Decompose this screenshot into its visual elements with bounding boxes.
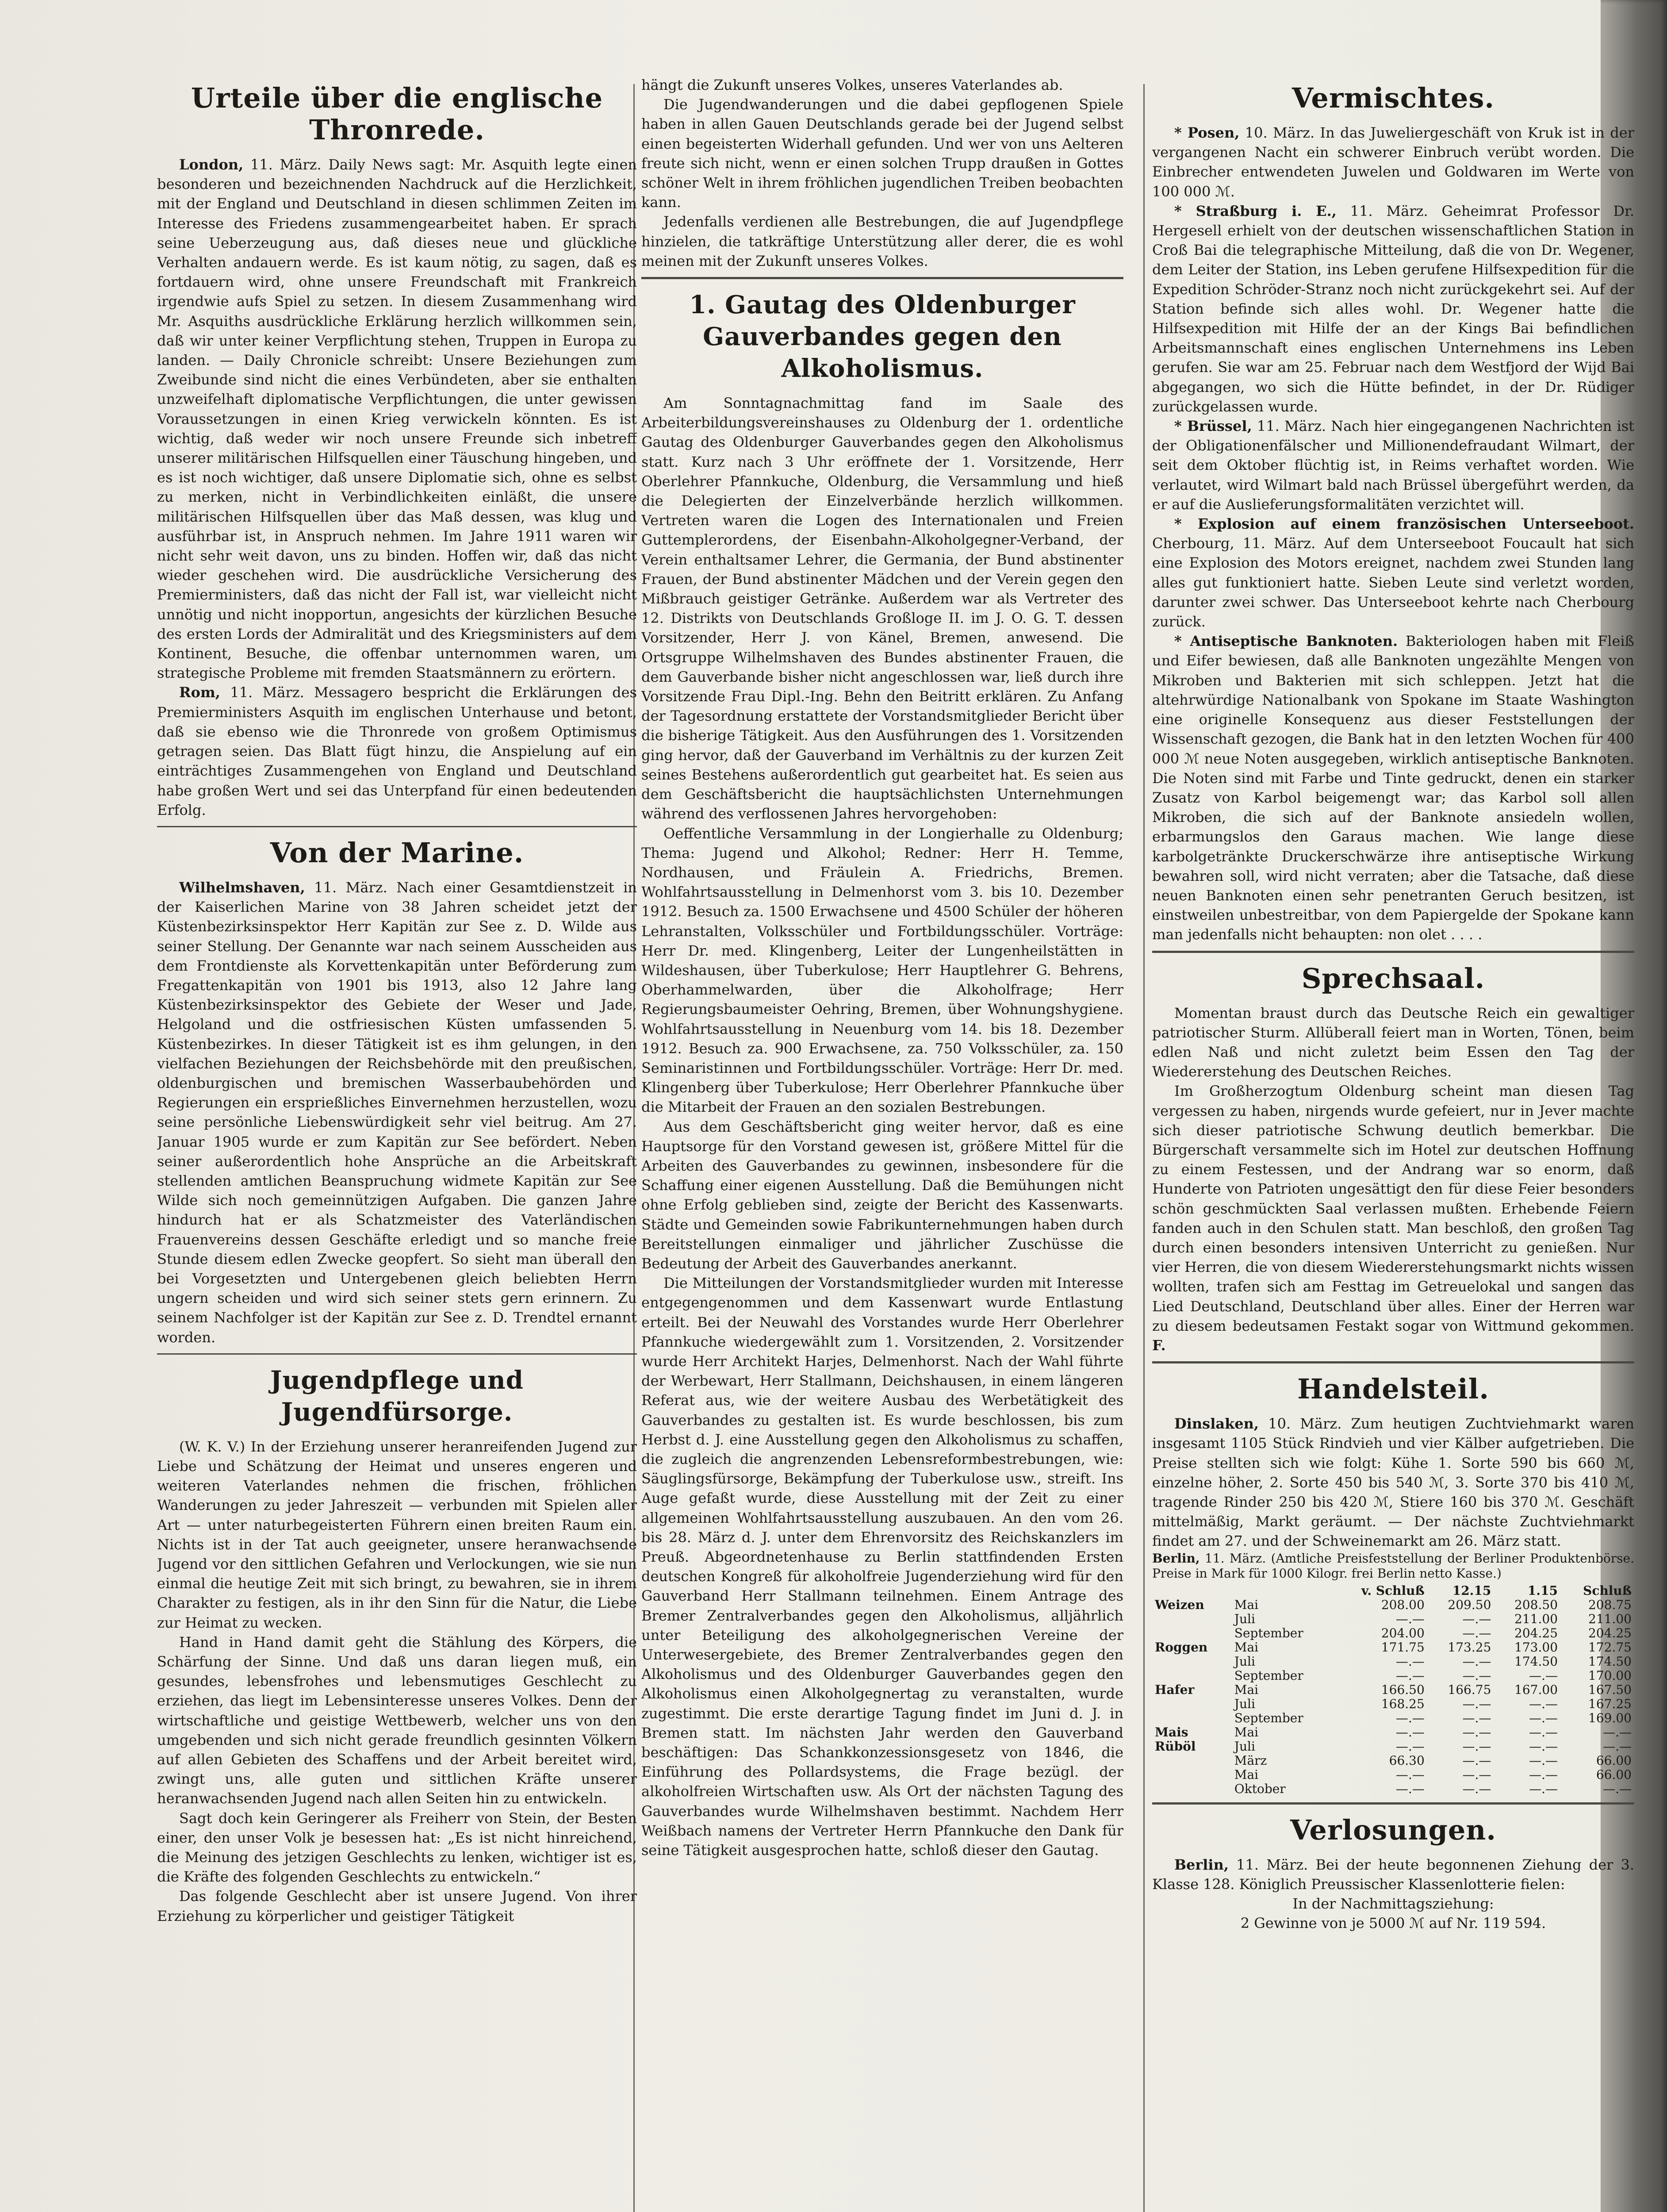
article-paragraph [1152,1855,1634,1894]
price-cell: 208.50 [1514,1597,1558,1612]
table-row [1152,1711,1634,1725]
article-paragraph [157,683,637,819]
price-cell: 167.25 [1588,1696,1632,1711]
commodity-cell: Weizen [1155,1597,1204,1612]
table-row [1152,1669,1634,1683]
section-divider [1152,1361,1634,1363]
price-cell: 173.25 [1448,1640,1491,1655]
price-cell: 204.25 [1514,1625,1558,1640]
headline-verlosungen: Verlosungen. [1290,1813,1496,1846]
column-header: 1.15 [1527,1583,1558,1598]
price-cell: —.— [1529,1696,1558,1711]
article-paragraph: Jedenfalls verdienen alle Bestrebungen, die auf Jugendpflege hinzielen, die tatkräftige Unterstützung aller derer, die es wohl meinen mit der Zukunft unseres Volkes. [641,213,1123,269]
price-cell: —.— [1603,1781,1632,1796]
commodity-cell [1152,1782,1232,1796]
month-cell: Oktober [1234,1781,1286,1796]
price-cell: 209.50 [1448,1597,1491,1612]
price-cell: 170.00 [1588,1668,1632,1683]
price-cell: 211.00 [1588,1611,1632,1626]
price-cell: —.— [1529,1767,1558,1782]
article-paragraph [1152,201,1634,416]
price-cell: 208.75 [1588,1597,1632,1612]
article-paragraph [157,878,637,1347]
section-divider [641,277,1123,279]
section-divider [1152,1802,1634,1805]
commodity-cell: Hafer [1155,1682,1195,1697]
headline-gautag: 1. Gautag des Oldenburger Gauverbandes gegen den Alkoholismus. [689,290,1076,384]
column-header: 12.15 [1452,1583,1491,1598]
price-cell: —.— [1603,1724,1632,1740]
price-cell: 166.75 [1448,1682,1491,1697]
price-cell: 204.00 [1381,1625,1425,1640]
price-cell: 66.00 [1596,1753,1632,1768]
price-cell: —.— [1462,1767,1491,1782]
month-cell: Mai [1234,1682,1259,1697]
price-table-header [1152,1584,1634,1598]
article-paragraph: Aus dem Geschäftsbericht ging weiter hervor, daß es eine Hauptsorge für den Vorstand gewesen ist, größere Mittel für die Arbeiten des Gauverbandes zu gewinnen, insbesondere für die Schaffung einer eigenen Ausstellung. Daß die Bemühungen nicht ohne Erfolg geblieben sind, zeigte der Bericht des Kassenwarts. Städte und Gemeinden sowie Fabrikunternehmungen haben durch Bereitstellungen einmaliger und jährlicher Zuschüsse die Bedeutung der Arbeit des Gauverbandes anerkannt. [641,1118,1123,1272]
price-cell: 173.00 [1514,1640,1558,1655]
paragraph-text: Cherbourg, 11. März. Auf dem Unterseeboot Foucault hat sich eine Explosion des Motors ereignet, nachdem zwei Stunden lang alles gut funktioniert hatte. Sieben Leute sind verletzt worden, darunter zwei schwer. Das Unterseeboot kehrte nach Cherbourg zurück. [1152,535,1634,630]
price-cell: —.— [1529,1724,1558,1740]
price-cell: —.— [1462,1781,1491,1796]
dateline: * Straßburg i. E., [1174,202,1337,219]
table-row [1152,1683,1634,1697]
price-cell: —.— [1395,1781,1425,1796]
paragraph-text: 11. März. Nach einer Gesamtdienstzeit in der Kaiserlichen Marine von 38 Jahren scheidet jetzt der Küstenbezirksinspektor Herr Kapitän zur See z. D. Wilde aus seiner Stellung. Der Genannte war nach seinem Ausscheiden aus dem Frontdienste als Korvettenkapitän unter Beförderung zum Fregattenkapitän von 1901 bis 1913, also 12 Jahre lang Küstenbezirksinspektor des Gebiete der Weser und Jade, Helgoland und die ostfriesischen Küsten umfassenden 5. Küstenbezirkes. In dieser Tätigkeit ist es ihm gelungen, in den vielfachen Beziehungen der Reichsbehörde mit den preußischen, oldenburgischen und bremischen Wasserbaubehörden und Regierungen ein ersprießliches Einvernehmen herzustellen, wozu seine persönliche Liebenswürdigkeit sehr viel beitrug. Am 27. Januar 1905 wurde er zum Kapitän zur See befördert. Neben seiner außerordentlich hohe Ansprüche an die Arbeitskraft stellenden amtlichen Beanspruchung widmete Kapitän zur See Wilde sich noch gemeinnützigen Aufgaben. Die ganzen Jahre hindurch hat er als Schatzmeister des Vaterländischen Frauenvereins dessen Geschäfte erledigt und so manche freie Stunde diesem edlen Zwecke geopfert. So sieht man überall den bei Vorgesetzten und Untergebenen gleich beliebten Herrn ungern scheiden und wird sich seiner stets gern erinnern. Zu seinem Nachfolger ist der Kapitän zur See z. D. Trendtel ernannt worden. [157,879,637,1346]
dateline: * Posen, [1174,124,1240,141]
article-paragraph [1152,631,1634,944]
paragraph-text: 11. März. Bei der heute begonnenen Ziehung der 3. Klasse 128. Königlich Preussischer Klassenlotterie fielen: [1152,1856,1634,1893]
signature: F. [1152,1336,1166,1354]
month-cell: Mai [1234,1724,1259,1740]
month-cell: Mai [1234,1597,1259,1612]
commodity-cell: Mais [1155,1724,1188,1740]
price-cell: —.— [1529,1710,1558,1725]
price-cell: —.— [1462,1739,1491,1754]
column-middle [641,75,1123,2212]
month-cell: Juli [1234,1696,1255,1711]
price-cell: 167.50 [1588,1682,1632,1697]
price-cell: —.— [1395,1668,1425,1683]
article-paragraph: Die Mitteilungen der Vorstandsmitglieder wurden mit Interesse entgegengenommen und dem Kassenwart wurde Entlastung erteilt. Bei der Neuwahl des Vorstandes wurde Herr Oberlehrer Pfannkuche wiedergewählt zum 1. Vorsitzenden, 2. Vorsitzender wurde Herr Architekt Harjes, Delmenhorst. Nach der Wahl führte der Werbewart, Herr Stallmann, Deichshausen, in einem längeren Referat aus, wie der weitere Ausbau des Werbetätigkeit des Gauverbandes zu gestalten ist. Es wurde beschlossen, bis zum Herbst d. J. eine Ausstellung gegen den Alkoholismus zu schaffen, die zugleich die angrenzenden Lebensreformbestrebungen, wie: Säuglingsfürsorge, Bekämpfung der Tuberkulose usw., streift. Ins Auge gefaßt wurde, diese Ausstellung mit der Zeit zu einer allgemeinen Wohlfahrtsausstellung auszubauen. An den vom 26. bis 28. März d. J. unter dem Ehrenvorsitz des Reichskanzlers im Preuß. Abgeordnetenhause zu Berlin stattfindenden Ersten deutschen Kongreß für alkoholfreie Jugenderziehung wird für den Gauverband Herr Stallmann teilnehmen. Einem Antrage des Bremer Zentralverbandes gegen den Alkoholismus, alljährlich unter Beteiligung des alkoholgegnerischen Vereine der Unterwesergebiete, des Bremer Zentralverbandes gegen den Alkoholismus und des Oldenburger Gauverbandes gegen den Alkoholismus einen Alkoholgegnertag zu veranstalten, wurde zugestimmt. Die erste derartige Tagung findet im Juni d. J. in Bremen statt. Im nächsten Jahr werden den Gauverband beschäftigen: Das Schankkonzessionsgesetz von 1846, die Einführung des Pollardsystems, die Frage bezügl. der alkoholfreien Wirtschaften usw. Als Ort der nächsten Tagung des Gauverbandes wurde Wilhelmshaven bestimmt. Nachdem Herr Weißbach namens der Vertreter Herrn Pfannkuche den Dank für seine Tätigkeit ausgesprochen hatte, schloß dieser den Gautag. [641,1275,1123,1859]
price-cell: —.— [1395,1767,1425,1782]
table-row [1152,1754,1634,1768]
price-cell: —.— [1395,1710,1425,1725]
price-table-caption [1152,1551,1634,1581]
price-cell: 166.50 [1381,1682,1425,1697]
section-divider [1152,951,1634,953]
price-table [1152,1584,1634,1796]
paragraph-text: 11. März. Daily News sagt: Mr. Asquith legte einen besonderen und bezeichnenden Nachdruck auf die Herzlichkeit, mit der England und Deutschland in diesen schlimmen Zeiten im Interesse des Friedens zusammengearbeitet haben. Er sprach seine Ueberzeugung aus, daß dieses neue und glückliche Verhalten andauern werde. Es ist kaum nötig, zu sagen, daß es fortdauern wird, ohne unsere Freundschaft mit Frankreich irgendwie aufs Spiel zu setzen. In diesem Zusammenhang wird Mr. Asquiths ausdrückliche Erklärung herzlich willkommen sein, daß wir unter keiner Verpflichtung stehen, Truppen in Europa zu landen. — Daily Chronicle schreibt: Unsere Beziehungen zum Zweibunde sind nicht die eines Verbündeten, aber sie enthalten unzweifelhaft diplomatische Verpflichtungen, die unter gewissen Voraussetzungen in einen Krieg verwickeln könnten. Es ist wichtig, daß weder wir noch unsere Freunde sich inbetreff unserer militärischen Hilfsquellen einer Täuschung hingeben, und es ist noch wichtiger, daß unsere Diplomatie sich, ohne es selbst zu merken, nicht in Verbindlichkeiten einläßt, die unsere militärischen Hilfsquellen über das Maß dessen, was klug und ausführbar ist, in Anspruch nehmen. Im Jahre 1911 waren wir nicht sehr weit davon, uns zu binden. Hoffen wir, daß das nicht wieder geschehen wird. Die ausdrückliche Versicherung des Premierministers, daß das nicht der Fall ist, war vielleicht nicht unnötig und nicht inopportun, angesichts der kürzlichen Besuche des ersten Lords der Admiralität und des Kriegsministers auf dem Kontinent, Besuche, die offenbar unternommen waren, um strategische Probleme mit fremden Staatsmännern zu erörtern. [157,156,637,682]
commodity-cell [1152,1697,1232,1711]
month-cell: März [1234,1753,1267,1768]
article-paragraph [1152,1081,1634,1355]
price-cell: —.— [1529,1668,1558,1683]
price-cell: —.— [1529,1739,1558,1754]
column-rule [1143,84,1145,2212]
commodity-cell [1152,1626,1232,1640]
month-cell: Juli [1234,1654,1255,1669]
month-cell: September [1234,1710,1303,1725]
table-row [1152,1725,1634,1740]
price-cell: —.— [1462,1625,1491,1640]
price-cell: 169.00 [1588,1710,1632,1725]
headline-thronrede: Urteile über die englische Thronrede. [191,82,603,146]
month-cell: September [1234,1668,1303,1683]
price-cell: 174.50 [1588,1654,1632,1669]
commodity-cell [1152,1612,1232,1626]
price-cell: —.— [1462,1696,1491,1711]
dateline: * Brüssel, [1174,418,1252,435]
dateline: Dinslaken, [1174,1415,1259,1432]
commodity-cell [1152,1655,1232,1669]
table-row [1152,1782,1634,1796]
price-cell: 172.75 [1588,1640,1632,1655]
column-right [1152,75,1634,2212]
commodity-cell [1152,1711,1232,1725]
month-cell: Juli [1234,1739,1255,1754]
month-cell: Juli [1234,1611,1255,1626]
article-paragraph [1152,123,1634,201]
table-row [1152,1655,1634,1669]
price-cell: —.— [1462,1724,1491,1740]
commodity-cell [1152,1754,1232,1768]
dateline: * Antiseptische Banknoten. [1174,633,1398,650]
table-row [1152,1640,1634,1655]
paragraph-text: 11. März. Messagero bespricht die Erklärungen des Premierministers Asquith im englischen Unterhause und betont, daß sie ebenso wie die Thronrede von großem Optimismus getragen seien. Das Blatt fügt hinzu, die Anspielung auf ein einträchtiges Zusammengehen von England und Deutschland habe großen Wert und sei das Unterpfand für einen bedeutenden Erfolg. [157,684,637,818]
price-cell: 66.30 [1389,1753,1425,1768]
price-table-body [1152,1598,1634,1796]
table-row [1152,1740,1634,1754]
price-cell: 204.25 [1588,1625,1632,1640]
paragraph-text: 10. März. In das Juweliergeschäft von Kruk ist in der vergangenen Nacht ein schwerer Einbruch verübt worden. Die Einbrecher entwendeten Juwelen und Goldwaren im Werte von 100 000 ℳ. [1152,124,1634,200]
caption-text: 11. März. (Amtliche Preisfeststellung der Berliner Produktenbörse. Preise in Mark für 1000 Kilogr. frei Berlin netto Kasse.) [1152,1551,1634,1581]
paragraph-text: 10. März. Zum heutigen Zuchtviehmarkt waren insgesamt 1105 Stück Rindvieh und vier Kälber aufgetrieben. Die Preise stellten sich wie folgt: Kühe 1. Sorte 590 bis 660 ℳ, einzelne höher, 2. Sorte 450 bis 540 ℳ, 3. Sorte 370 bis 410 ℳ, tragende Rinder 250 bis 420 ℳ, Stiere 160 bis 370 ℳ. Geschäft mittelmäßig, Markt geräumt. — Der nächste Zuchtviehmarkt findet am 27. und der Schweinemarkt am 26. März statt. [1152,1415,1634,1550]
commodity-cell [1152,1669,1232,1683]
headline-marine: Von der Marine. [270,836,524,869]
column-header: v. Schluß [1361,1583,1425,1598]
price-cell: 168.25 [1381,1696,1425,1711]
dateline: Berlin, [1152,1551,1200,1566]
price-cell: 208.00 [1381,1597,1425,1612]
column-header: Schluß [1583,1583,1632,1598]
price-cell: —.— [1529,1781,1558,1796]
price-cell: —.— [1603,1739,1632,1754]
article-paragraph: hängt die Zukunft unseres Volkes, unseres Vaterlandes ab. [641,77,1063,93]
price-cell: —.— [1395,1611,1425,1626]
price-cell: —.— [1462,1710,1491,1725]
lottery-subheading: In der Nachmittagsziehung: [1292,1895,1494,1912]
price-cell: 171.75 [1381,1640,1425,1655]
paragraph-text: Bakteriologen haben mit Fleiß und Eifer bewiesen, daß alle Banknoten ungezählte Mengen von Mikroben und Bakterien mit sich schleppen. Jetzt hat die altehrwürdige Nationalbank von Spokane im Staate Washington eine originelle Konsequenz aus dieser Feststellungen der Wissenschaft gezogen, die Bank hat in den letzten Wochen für 400 000 ℳ neue Noten ausgegeben, wirklich antiseptische Banknoten. Die Noten sind mit Farbe und Tinte gedruckt, denen ein starker Zusatz von Karbol beigemengt war; das Karbol soll allen Mikroben, die sich auf der Banknote ansiedeln wollen, erbarmungslos den Garaus machen. Wie lange diese karbolgetränkte Druckerschwärze ihre antiseptische Wirkung bewahren soll, wird nicht verraten; aber die Tatsache, daß diese neuen Banknoten einen sehr penetranten Geruch besitzen, ist einstweilen unbestreitbar, von dem Papiergelde der Spokane kann man jedenfalls nicht behaupten: non olet . . . . [1152,633,1634,943]
commodity-cell: Roggen [1155,1640,1208,1655]
price-cell: —.— [1395,1654,1425,1669]
column-left [157,75,637,2212]
table-row [1152,1697,1634,1711]
article-paragraph: (W. K. V.) In der Erziehung unserer heranreifenden Jugend zur Liebe und Schätzung der Heimat und unseres engeren und weiteren Vaterlandes nehmen die frischen, fröhlichen Wanderungen zu jeder Jahreszeit — verbunden mit Spielen aller Art — unter naturbegeisterten Führern einen breiten Raum ein. Nichts ist in der Tat auch geeigneter, unsere heranwachsende Jugend vor den sittlichen Gefahren und Verlockungen, wie sie nun einmal die heutige Zeit mit sich bringt, zu bewahren, sie in ihrem Charakter zu festigen, als in ihr den Sinn für die Natur, die Liebe zur Heimat zu wecken. [157,1438,637,1631]
article-paragraph: Das folgende Geschlecht aber ist unsere Jugend. Von ihrer Erziehung zu körperlicher und geistiger Tätigkeit [157,1888,637,1924]
dateline: * Explosion auf einem französischen Unterseeboot. [1174,515,1634,533]
article-paragraph: Am Sonntagnachmittag fand im Saale des Arbeiterbildungsvereinshauses zu Oldenburg der 1. ordentliche Gautag des Oldenburger Gauverbandes gegen den Alkoholismus statt. Kurz nach 3 Uhr eröffnete der 1. Vorsitzende, Herr Oberlehrer Pfannkuche, Oldenburg, die Versammlung und hieß die Delegierten der Einzelverbände herzlich willkommen. Vertreten waren die Logen des Internationalen und Freien Guttemplerordens, der Eisenbahn-Alkoholgegner-Verband, der Verein enthaltsamer Lehrer, die Germania, der Bund abstinenter Frauen, der Bund abstinenter Mädchen und der Verein gegen den Mißbrauch geistiger Getränke. Außerdem war als Vertreter des 12. Distrikts von Deutschlands Großloge II. im J. O. G. T. dessen Vorsitzender, Herr J. von Känel, Bremen, anwesend. Die Ortsgruppe Wilhelmshaven des Bundes abstinenter Frauen, die dem Gauverbande bisher nicht angeschlossen war, ließ durch ihre Vorsitzende Frau Dipl.-Ing. Behn den Beitritt erklären. Zu Anfang der Tagesordnung erstattete der Vorstandsmitglieder Bericht über die bisherige Tätigkeit. Aus den Ausführungen des 1. Vorsitzenden ging hervor, daß der Gauverband im Verhältnis zu der kurzen Zeit seines Bestehens außerordentlich gut gearbeitet hat. Es seien aus dem Geschäftsbericht die hauptsächlichsten Unternehmungen während des verflossenen Jahres hervorgehoben: [641,395,1123,822]
price-cell: —.— [1462,1654,1491,1669]
table-row [1152,1626,1634,1640]
article-paragraph: Die Jugendwanderungen und die dabei gepflogenen Spiele haben in allen Gauen Deutschlands gerade bei der Jugend selbst einen begeisterten Widerhall gefunden. Und wer von uns Aelteren freute sich nicht, wenn er einen solchen Trupp draußen in Gottes schöner Welt in ihrem fröhlichen jugendlichen Treiben beobachten kann. [641,96,1123,211]
headline-jugendpflege: Jugendpflege und Jugendfürsorge. [270,1365,524,1427]
article-paragraph [1152,1414,1634,1551]
headline-vermischtes: Vermischtes. [1292,82,1495,114]
price-cell: —.— [1529,1753,1558,1768]
paragraph-text: 11. März. Nach hier eingegangenen Nachrichten ist der Obligationenfälscher und Millionendefraudant Wilmart, der seit dem Oktober flüchtig ist, in Reims verhaftet worden. Wie verlautet, wird Wilmart bald nach Brüssel übergeführt werden, da er auf die Auslieferungsformalitäten verzichtet will. [1152,418,1634,513]
section-divider [157,1353,637,1355]
price-cell: 174.50 [1514,1654,1558,1669]
article-paragraph: Sagt doch kein Geringerer als Freiherr von Stein, der Besten einer, den unser Volk je besessen hat: „Es ist nicht hinreichend, die Meinung des jetzigen Geschlechts zu lenken, wichtiger ist es, die Kräfte des folgenden Geschlechts zu entwickeln.“ [157,1809,637,1886]
table-row [1152,1598,1634,1612]
table-row [1152,1768,1634,1782]
article-paragraph: Momentan braust durch das Deutsche Reich ein gewaltiger patriotischer Sturm. Allüberall feiert man in Worten, Tönen, beim edlen Naß und nicht zuletzt beim Essen den Tag der Wiedererstehung des Deutschen Reiches. [1152,1004,1634,1080]
paragraph-text: Im Großherzogtum Oldenburg scheint man diesen Tag vergessen zu haben, nirgends wurde gefeiert, nur in Jever machte sich dieser patriotische Schwung deutlich bemerkbar. Die Bürgerschaft versammelte sich im Hotel zur deutschen Hoffnung zu einem Festessen, und der Andrang war so enorm, daß Hunderte von Patrioten ungesättigt den für diese Feier besonders schön geschmückten Saal verlassen mußten. Erhebende Feiern fanden auch in den Schulen statt. Man beschloß, den großen Tag durch einen besonders intensiven Unterricht zu genießen. Nur vier Herren, die von diesem Wiedererstehungsmarkt nichts wissen wollten, trafen sich am Festtag im Getreuelokal und sangen das Lied Deutschland, Deutschland über alles. Einer der Herren war zu diesem bedeutsamen Festakt sogar von Wittmund gekommen. [1152,1083,1634,1334]
commodity-cell: Rüböl [1155,1739,1196,1754]
article-paragraph: Oeffentliche Versammlung in der Longierhalle zu Oldenburg; Thema: Jugend und Alkohol; Redner: Herr H. Temme, Nordhausen, und Fräulein A. Friedrichs, Bremen. Wohlfahrtsausstellung in Delmenhorst vom 3. bis 10. Dezember 1912. Besuch za. 1500 Erwachsene und 4500 Schüler der höheren Lehranstalten, Volksschüler und Fortbildungsschüler. Vorträge: Herr Dr. med. Klingenberg, Leiter der Lungenheilstätten in Wildeshausen, über Tuberkulose; Herr Hauptlehrer G. Behrens, Oberhammelwarden, über die Alkoholfrage; Herr Regierungsbaumeister Oehring, Bremen, über Wohnungshygiene. Wohlfahrtsausstellung in Neuenburg vom 14. bis 18. Dezember 1912. Besuch za. 900 Erwachsene, za. 750 Volksschüler, za. 150 Seminaristinnen und Fortbildungsschüler. Vorträge: Herr Dr. med. Klingenberg über Tuberkulose; Herr Oberlehrer Pfannkuche über die Mitarbeit der Frauen an den sozialen Bestrebungen. [641,825,1123,1116]
price-cell: 211.00 [1514,1611,1558,1626]
dateline: Berlin, [1174,1856,1229,1873]
price-cell: 167.00 [1514,1682,1558,1697]
price-cell: —.— [1462,1753,1491,1768]
price-cell: —.— [1462,1611,1491,1626]
dateline: London, [179,156,244,173]
paragraph-text: 11. März. Geheimrat Professor Dr. Hergesell erhielt von der deutschen wissenschaftlichen Station in Croß Bai die telegraphische Mitteilung, daß die von Dr. Wegener, dem Leiter der Station, ins Leben gerufene Hilfsexpedition für die Expedition Schröder-Stranz noch nicht zurückgekehrt sei. Auf der Station befinde sich alles wohl. Dr. Wegener hatte die Hilfsexpedition mit Hilfe der an der Kings Bai befindlichen Arbeitsmannschaft eines englischen Unternehmens ins Leben gerufen. Sie war am 25. Februar nach dem Westfjord der Wijd Bai abgegangen, wo sich die Hütte befindet, in der Dr. Rüdiger zurückgelassen wurde. [1152,202,1634,415]
table-row [1152,1612,1634,1626]
section-divider [157,826,637,827]
month-cell: Mai [1234,1767,1259,1782]
price-cell: 66.00 [1596,1767,1632,1782]
article-paragraph [1152,514,1634,631]
month-cell: Mai [1234,1640,1259,1655]
commodity-cell [1152,1768,1232,1782]
article-paragraph: Hand in Hand damit geht die Stählung des Körpers, die Schärfung der Sinne. Und daß uns daran liegen muß, ein gesundes, lebensfrohes und lebensmutiges Geschlecht zu erziehen, das liegt im Lebensinteresse unseres Volkes. Denn der wirtschaftliche und geistige Wettbewerb, welcher uns von den umgebenden und sich nicht gerade freundlich gesinnten Völkern auf allen Gebieten des Schaffens und der Arbeit bereitet wird, zwingt uns, alle guten und sittlichen Kräfte unserer heranwachsenden Jugend nach allen Seiten hin zu entwickeln. [157,1633,637,1807]
headline-sprechsaal: Sprechsaal. [1301,962,1485,995]
dateline: Wilhelmshaven, [179,879,305,896]
lottery-result: 2 Gewinne von je 5000 ℳ auf Nr. 119 594. [1240,1915,1546,1932]
headline-handelsteil: Handelsteil. [1297,1373,1489,1406]
article-paragraph [157,155,637,683]
price-cell: —.— [1395,1739,1425,1754]
month-cell: September [1234,1625,1303,1640]
price-cell: —.— [1395,1724,1425,1740]
price-cell: —.— [1462,1668,1491,1683]
article-paragraph [1152,416,1634,514]
dateline: Rom, [179,684,220,701]
